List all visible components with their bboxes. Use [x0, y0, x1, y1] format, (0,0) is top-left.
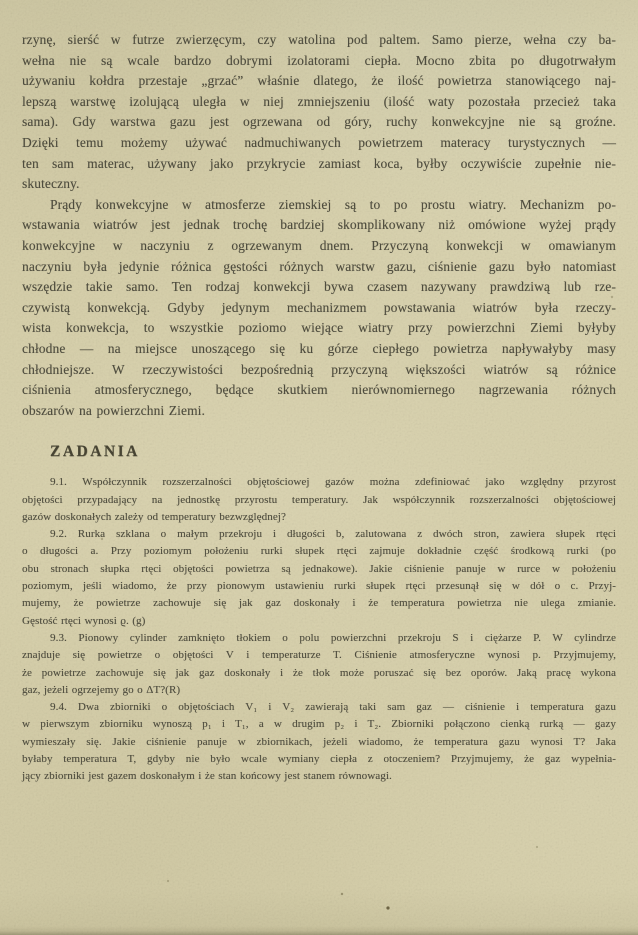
text-line: jący zbiorniki jest gazem doskonałym i że stan końcowy jest stanem równowagi.	[22, 770, 392, 783]
text-line: byłaby temperatura T, gdyby nie było wcale wymiany ciepła z otoczeniem? Przyjmujemy, że gaz wypełnia-	[22, 753, 616, 766]
text-line: 9.3. Pionowy cylinder zamknięto tłokiem o polu powierzchni przekroju S i ciężarze P. W cylindrze	[50, 631, 616, 644]
text-line: konwekcyjne w naczyniu z ogrzewanym dnem. Przyczyną konwekcji w omawianym	[22, 237, 616, 253]
text-line: wymieszały się. Jakie ciśnienie panuje w zbiornikach, jeżeli wiadomo, że temperatura gazu wynosi T? Jaka	[22, 735, 616, 748]
text-line: wszędzie takie samo. Ten rodzaj konwekcji bywa czasem nazywany prawdziwą lub rze-	[22, 279, 616, 295]
paragraph-insulation	[22, 30, 616, 195]
text-line: rzynę, sierść w futrze zwierzęcym, czy watolina pod paltem. Samo pierze, wełna czy ba-	[22, 32, 616, 47]
text-line: gaz, jeżeli ogrzejemy go o ΔT?(R)	[22, 683, 181, 696]
text-line: 9.1. Współczynnik rozszerzalności objętościowej gazów można zdefiniować jako względny przyrost	[50, 476, 616, 489]
paragraph-convection-winds	[22, 195, 616, 422]
text-line: że powietrze zachowuje się jak gaz doskonały i że tłok może poruszać się bez oporów. Jaką pracę wykona	[22, 666, 616, 679]
text-line: lepszą warstwę izolującą uległa w niej zmniejszeniu (ilość waty pozostała przecież taka	[22, 93, 616, 109]
text-line: używaniu kołdra przestaje „grzać” właśnie dlatego, że ilość powietrza stanowiącego naj-	[22, 73, 616, 89]
text-line: wełna nie są wcale bardzo dobrymi izolatorami ciepła. Mocno zbita po długotrwałym	[22, 52, 616, 68]
text-line: 9.4. Dwa zbiorniki o objętościach V₁ i V₂ zawierają taki sam gaz — ciśnienie i temperatura gazu	[50, 701, 616, 714]
problem-9-4	[22, 699, 616, 785]
problem-9-1	[22, 474, 616, 526]
text-line: wista konwekcja, to wszystkie poziomo wiejące wiatry przy powierzchni Ziemi byłyby	[22, 320, 616, 336]
text-line: Prądy konwekcyjne w atmosferze ziemskiej są to po prostu wiatry. Mechanizm po-	[50, 196, 616, 212]
text-line: 9.2. Rurka szklana o małym przekroju i długości b, zalutowana z dwóch stron, zawiera słupek rtęci	[50, 528, 616, 541]
text-line: obszarów na powierzchni Ziemi.	[22, 402, 206, 418]
text-line: Dzięki temu możemy używać nadmuchiwanych powietrzem materacy turystycznych —	[22, 134, 616, 150]
text-line: w pierwszym zbiorniku wynoszą p₁ i T₁, a w drugim p₂ i T₂. Zbiorniki połączono cienką rurką — gazy	[22, 718, 616, 731]
text-line: ciśnienia atmosferycznego, będące skutkiem nierównomiernego nagrzewania różnych	[22, 382, 616, 398]
body-text	[22, 30, 616, 421]
text-line: objętości przypadający na jednostkę przyrostu temperatury. Jak współczynnik rozszerzalności objętościowej	[22, 493, 616, 506]
paper-specks	[0, 0, 2, 2]
text-line: chłodniejsze. W rzeczywistości bezpośrednią przyczyną większości wiatrów są różnice	[22, 361, 616, 377]
text-line: obu stronach słupka rtęci objętości powietrza są jednakowe). Jakie ciśnienie panuje w rurce w położeniu	[22, 562, 616, 575]
problem-9-2	[22, 526, 616, 630]
text-line: ten sam materac, używany jako przykrycie zamiast koca, byłby oczywiście zupełnie nie-	[22, 155, 616, 171]
text-line: gazów doskonałych zależy od temperatury bezwzględnej?	[22, 510, 286, 523]
section-heading: ZADANIA	[50, 443, 140, 461]
text-line: sama). Gdy warstwa gazu jest ogrzewana od góry, ruchy konwekcyjne nie są groźne.	[22, 114, 616, 130]
problem-9-3	[22, 630, 616, 699]
text-line: Gęstość rtęci wynosi ϱ. (g)	[22, 614, 146, 627]
page-content	[22, 30, 616, 786]
text-line: poziomym, jeśli wiadomo, że przy pionowym ustawieniu rurki słupek rtęci przesunął się w dół o c. Przyj-	[22, 580, 616, 593]
text-line: skuteczny.	[22, 176, 80, 192]
text-line: znajduje się powietrze o objętości V i temperaturze T. Ciśnienie atmosferyczne wynosi p. Przyjmujemy,	[22, 649, 616, 662]
page-bottom-edge	[0, 926, 638, 935]
text-line: o długości a. Przy poziomym położeniu rurki słupek rtęci zajmuje dokładnie część środkową rurki (po	[22, 545, 616, 558]
problems-list	[22, 474, 616, 785]
text-line: czywistą konwekcją. Gdyby jedynym mechanizmem powstawania wiatrów była rzeczy-	[22, 299, 616, 315]
text-line: chłodne — na miejsce unoszącego się ku górze ciepłego powietrza napływałyby masy	[22, 340, 616, 356]
text-line: mujemy, że powietrze zachowuje się jak gaz doskonały i że temperatura powietrza nie ulega zmianie.	[22, 597, 616, 610]
text-line: naczyniu była jedynie różnica gęstości różnych warstw gazu, ciśnienie gazu było natomiast	[22, 258, 616, 274]
text-line: wstawania wiatrów jest jednak trochę bardziej skomplikowany niż omówione wyżej prądy	[22, 217, 616, 233]
